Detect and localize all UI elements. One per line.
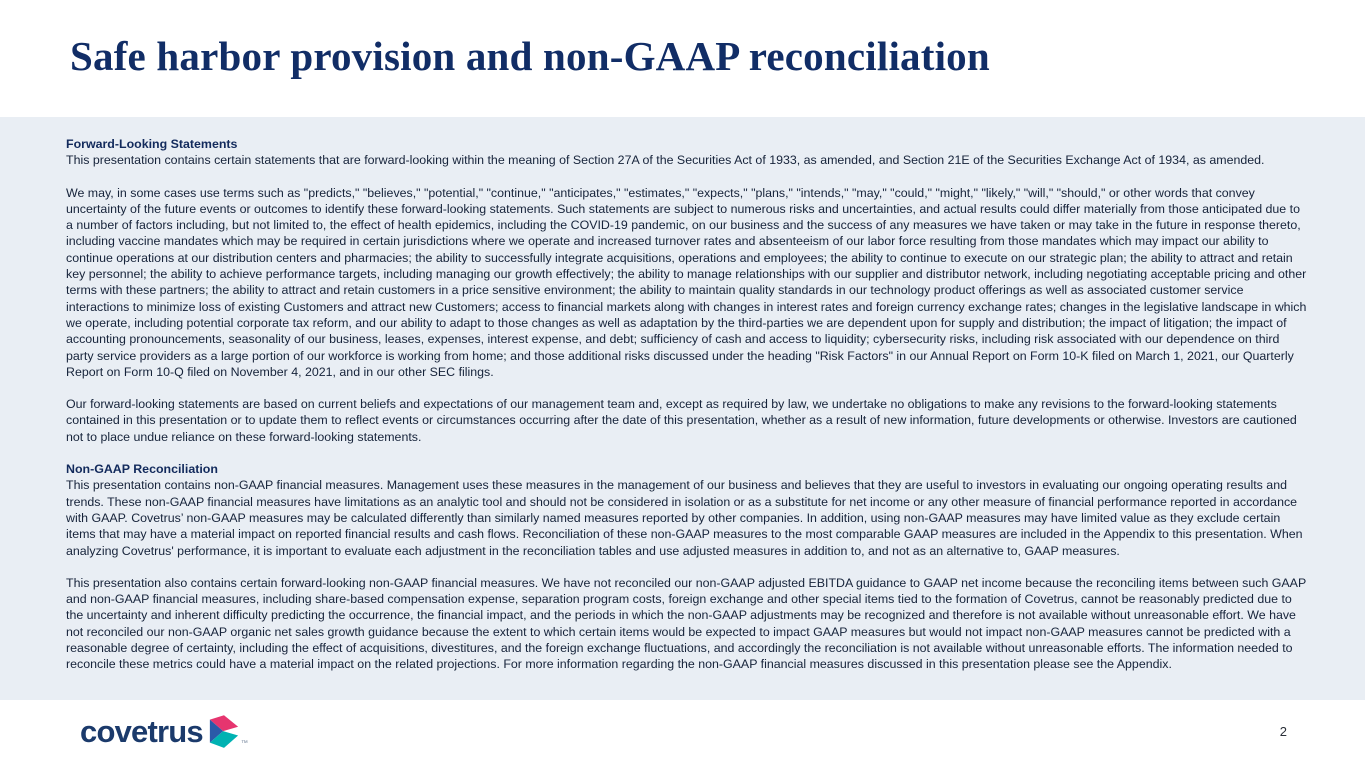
paragraph-fls-1: This presentation contains certain statements that are forward-looking within the meaning of Section 27A of the Securities Act of 1933, as amended, and Section 21E of the Securities Exchange Act of 1934, as amended. bbox=[66, 153, 1265, 168]
paragraph-fls-2: We may, in some cases use terms such as "predicts," "believes," "potential," "continue," "anticipates," "estimates," "expects," "plans," "intends," "may," "could," "might," "likely," "will," "should," or other words that convey uncertainty of the future events or outcomes to identify these forward-looking statements. Such statements are subject to numerous risks and uncertainties, and actual results could differ materially from those anticipated due to a number of factors including, but not limited to, the effect of health epidemics, including the COVID-19 pandemic, on our business and the success of any measures we have taken or may take in the future in response thereto, including vaccine mandates which may be required in certain jurisdictions where we operate and increased turnover rates and absenteeism of our labor force resulting from those mandates which may impact our ability to continue operations at our distribution centers and pharmacies; the ability to successfully integrate acquisitions, operations and employees; the ability to continue to execute on our strategic plan; the ability to attract and retain key personnel; the ability to achieve performance targets, including managing our growth effectively; the ability to manage relationships with our supplier and distributor network, including negotiating acceptable pricing and other terms with these partners; the ability to attract and retain customers in a price sensitive environment; the ability to maintain quality standards in our technology product offerings as well as associated customer service interactions to minimize loss of existing Customers and attract new Customers; access to financial markets along with changes in interest rates and foreign currency exchange rates; changes in the legislative landscape in which we operate, including potential corporate tax reform, and our ability to adapt to those changes as well as adaptation by the third-parties we are dependent upon for supply and distribution; the impact of litigation; the impact of accounting pronouncements, seasonality of our business, leases, expenses, interest expense, and debt; sufficiency of cash and access to liquidity; cybersecurity risks, including risk associated with our dependence on third party service providers as a large portion of our workforce is working from home; and those additional risks discussed under the heading "Risk Factors" in our Annual Report on Form 10-K filed on March 1, 2021, our Quarterly Report on Form 10-Q filed on November 4, 2021, and in our other SEC filings. bbox=[66, 185, 1307, 379]
section-forward-looking-statements bbox=[66, 136, 1308, 445]
covetrus-logo-icon bbox=[209, 715, 239, 749]
paragraph-ngaap-2: This presentation also contains certain forward-looking non-GAAP financial measures. We have not reconciled our non-GAAP adjusted EBITDA guidance to GAAP net income because the reconciling items between such GAAP and non-GAAP financial measures, including share-based compensation expense, separation program costs, foreign exchange and other special items tied to the formation of Covetrus, cannot be reasonably predicted due to the uncertainty and inherent difficulty predicting the occurrence, the financial impact, and the periods in which the non-GAAP adjustments may be recognized and therefore is not available without unreasonable effort. We have not reconciled our non-GAAP organic net sales growth guidance because the extent to which certain items would be expected to impact GAAP measures but would not impact non-GAAP measures cannot be predicted with a reasonable degree of certainty, including the effect of acquisitions, divestitures, and the foreign exchange fluctuations, and accordingly the reconciliation is not available without unreasonable efforts. The information needed to reconcile these metrics could have a material impact on the related projections. For more information regarding the non-GAAP financial measures discussed in this presentation please see the Appendix. bbox=[66, 575, 1306, 672]
section-heading-forward-looking: Forward-Looking Statements bbox=[66, 137, 238, 151]
page-number: 2 bbox=[1279, 723, 1287, 739]
paragraph-fls-3: Our forward-looking statements are based on current beliefs and expectations of our management team and, except as required by law, we undertake no obligations to make any revisions to the forward-looking statements contained in this presentation or to update them to reflect events or circumstances occurring after the date of this presentation, whether as a result of new information, future developments or otherwise. Investors are cautioned not to place undue reliance on these forward-looking statements. bbox=[66, 397, 1297, 444]
slide-footer bbox=[0, 700, 1365, 768]
covetrus-wordmark: covetrus bbox=[80, 713, 203, 749]
slide-title: Safe harbor provision and non-GAAP reconciliation bbox=[70, 33, 990, 79]
slide-body bbox=[0, 117, 1365, 700]
section-heading-non-gaap: Non-GAAP Reconciliation bbox=[66, 462, 218, 477]
trademark-symbol: ™ bbox=[240, 740, 248, 747]
slide-header bbox=[0, 0, 1365, 117]
section-non-gaap-reconciliation bbox=[66, 461, 1308, 673]
paragraph-ngaap-1: This presentation contains non-GAAP financial measures. Management uses these measures in the management of our business and believes that they are useful to investors in evaluating our ongoing operating results and trends. These non-GAAP financial measures have limitations as an analytic tool and should not be considered in isolation or as a substitute for net income or any other measure of financial performance reported in accordance with GAAP. Covetrus’ non-GAAP measures may be calculated differently than similarly named measures reported by other companies. In addition, using non-GAAP measures may have limited value as they exclude certain items that may have a material impact on reported financial results and cash flows. Reconciliation of these non-GAAP measures to the most comparable GAAP measures are included in the Appendix to this presentation. When analyzing Covetrus' performance, it is important to evaluate each adjustment in the reconciliation tables and use adjusted measures in addition to, and not as an alternative to, GAAP measures. bbox=[66, 478, 1303, 558]
covetrus-logo bbox=[80, 713, 248, 749]
